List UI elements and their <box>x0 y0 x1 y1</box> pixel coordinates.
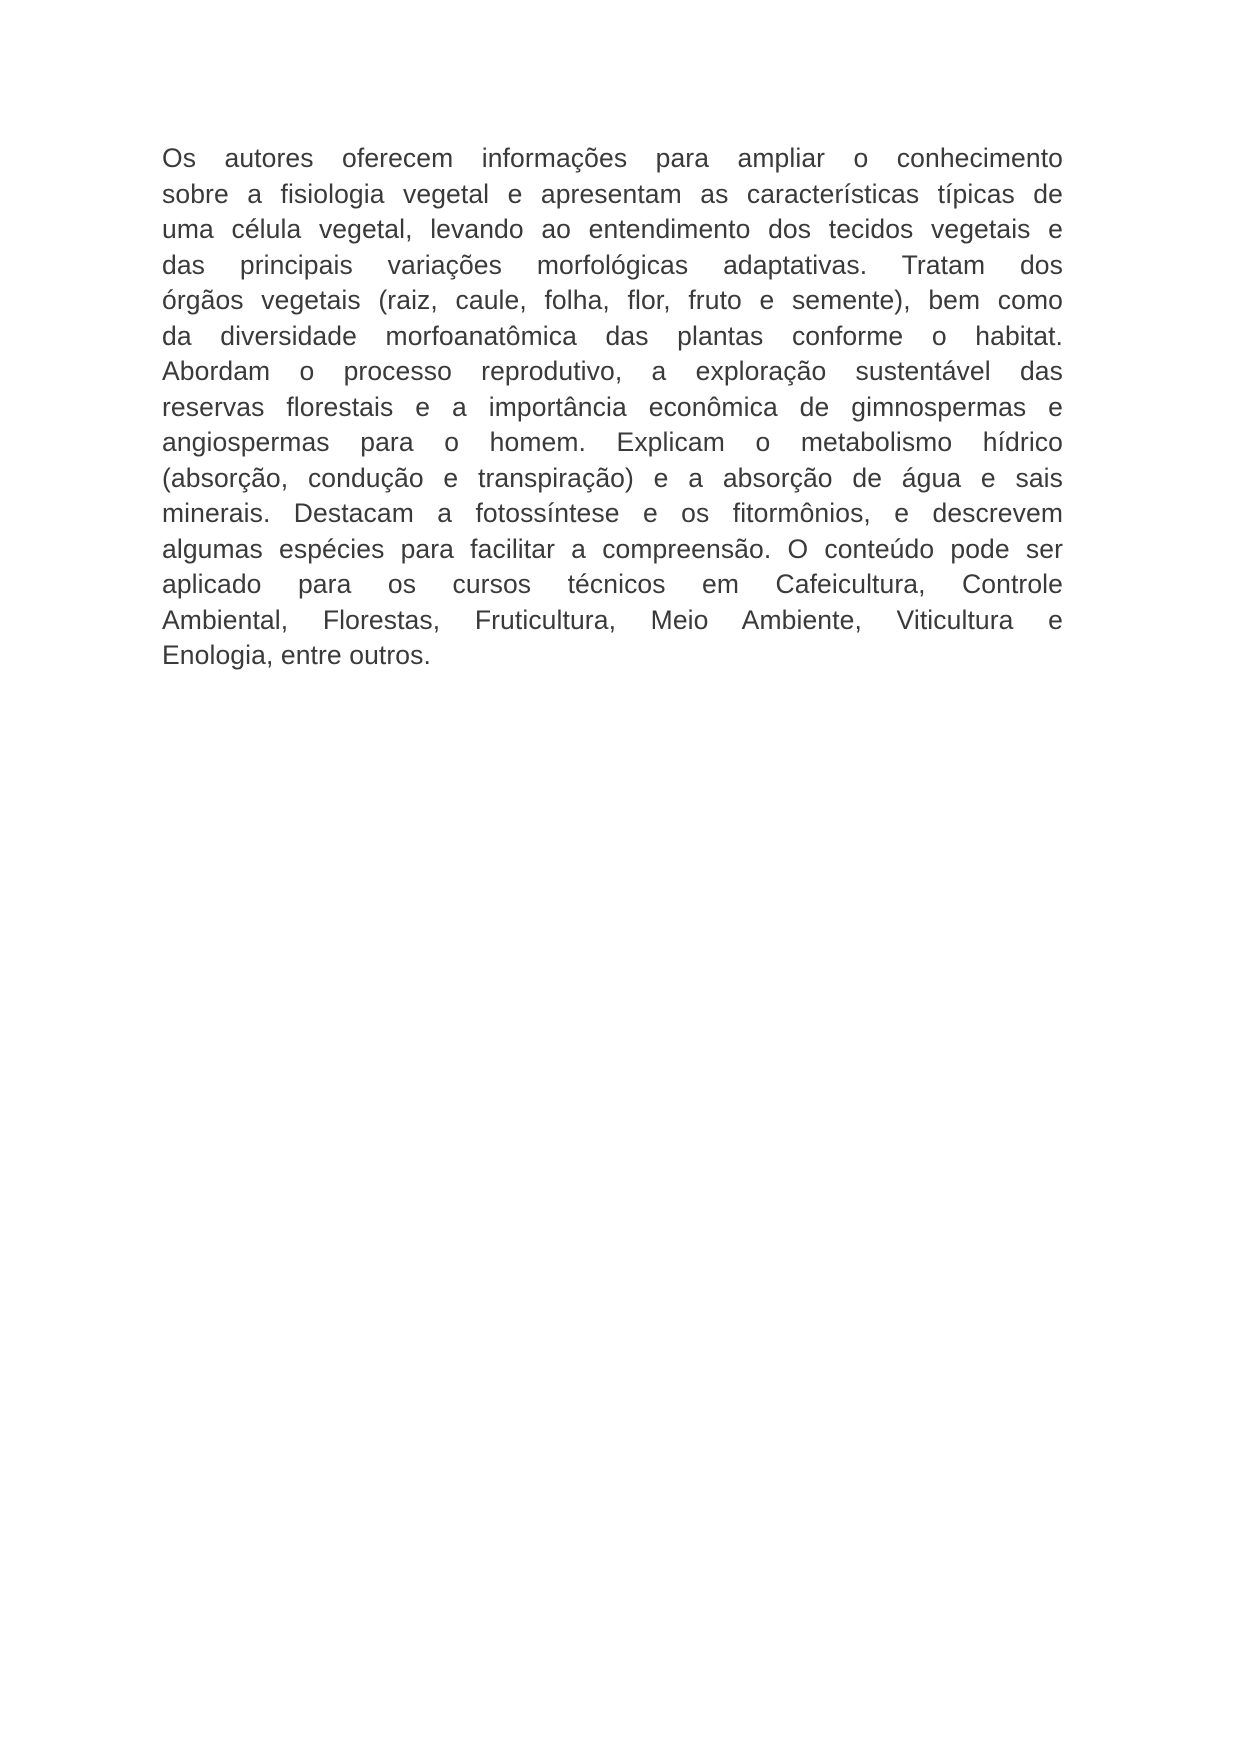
paragraph-line: sobre a fisiologia vegetal e apresentam as características típicas de <box>162 178 1063 209</box>
paragraph-line: Enologia, entre outros. <box>162 640 431 670</box>
paragraph-line: reservas florestais e a importância econômica de gimnospermas e <box>162 391 1063 422</box>
paragraph-line: Os autores oferecem informações para ampliar o conhecimento <box>162 143 1063 173</box>
paragraph-line: Ambiental, Florestas, Fruticultura, Meio Ambiente, Viticultura e <box>162 604 1063 635</box>
paragraph-line: angiospermas para o homem. Explicam o metabolismo hídrico <box>162 427 1063 457</box>
paragraph-line: minerais. Destacam a fotossíntese e os fitormônios, e descrevem <box>162 498 1063 528</box>
paragraph-line: (absorção, condução e transpiração) e a absorção de água e sais <box>162 462 1063 493</box>
paragraph-line: algumas espécies para facilitar a compreensão. O conteúdo pode ser <box>162 533 1063 564</box>
paragraph-line: das principais variações morfológicas adaptativas. Tratam dos <box>162 249 1063 280</box>
paragraph-line: aplicado para os cursos técnicos em Cafeicultura, Controle <box>162 569 1063 599</box>
paragraph-line: Abordam o processo reprodutivo, a exploração sustentável das <box>162 356 1063 386</box>
paragraph-line: uma célula vegetal, levando ao entendimento dos tecidos vegetais e <box>162 214 1063 244</box>
paragraph-line: órgãos vegetais (raiz, caule, folha, flor, fruto e semente), bem como <box>162 285 1063 315</box>
paragraph-line: da diversidade morfoanatômica das plantas conforme o habitat. <box>162 320 1063 351</box>
book-description-paragraph <box>162 141 1063 674</box>
